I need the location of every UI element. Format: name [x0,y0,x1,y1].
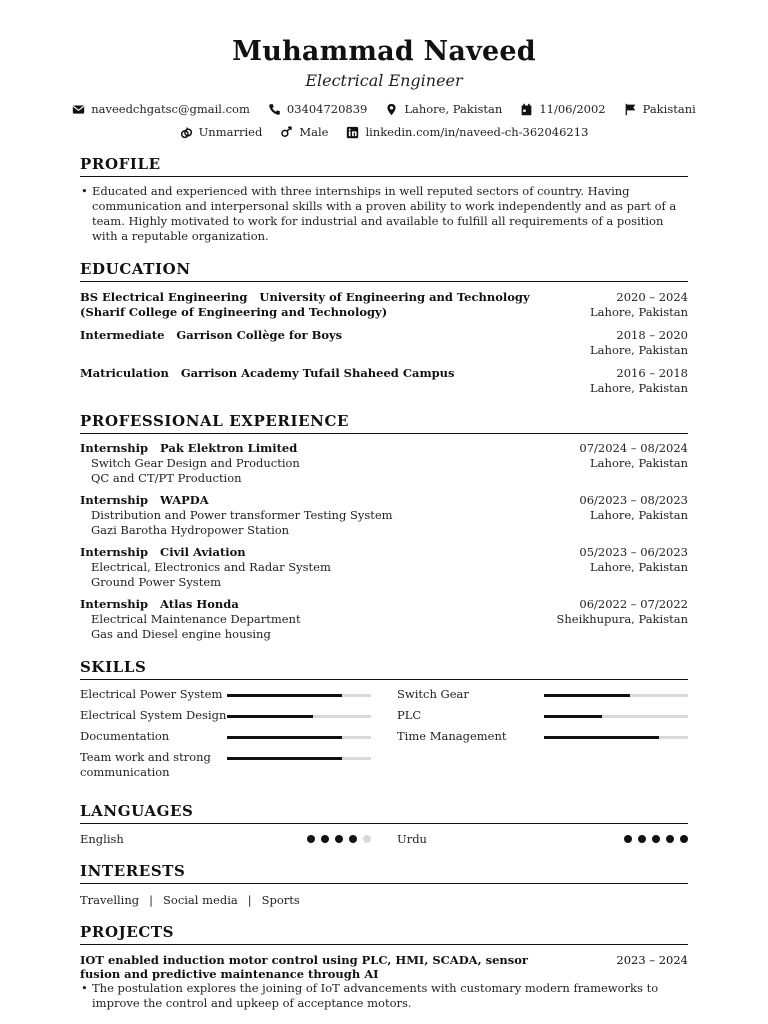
experience-heading: PROFESSIONAL EXPERIENCE [80,412,688,434]
rating-dot [638,835,646,843]
contact-phone[interactable] [268,102,367,116]
dates: 2016 – 2018 [616,366,688,380]
rating-dot [349,835,357,843]
marital-text: Unmarried [198,125,263,139]
profile-section [80,155,688,244]
skill-level-bar [227,715,371,718]
language-rating [301,835,371,843]
skill-item [80,708,371,723]
school: Garrison Academy Tufail Shaheed Campus [180,366,455,380]
contact-nationality [624,102,696,116]
organization: WAPDA [160,493,209,507]
organization: Pak Elektron Limited [160,441,298,455]
skill-label: Time Management [397,729,507,743]
rating-dot [321,835,329,843]
language-name: Urdu [397,832,427,846]
dob-text: 11/06/2002 [539,102,606,116]
project-description: • The postulation explores the joining of IoT advancements with customary modern frameworks to improve the control and upkeep of acceptance motors. [80,981,688,1011]
contact-row-primary [80,102,696,116]
skill-level-bar [544,715,688,718]
detail-line: Gas and Diesel engine housing [91,627,271,641]
skill-level-fill [227,736,342,739]
dates: 05/2023 – 06/2023 [579,545,688,559]
skill-label: PLC [397,708,422,722]
rating-dot [363,835,371,843]
rings-icon [180,126,193,139]
skill-level-bar [544,736,688,739]
phone-text: 03404720839 [286,102,368,116]
school: Garrison Collège for Boys [176,328,343,342]
calendar-icon [520,103,533,116]
skill-level-bar [544,694,688,697]
language-rating [618,835,688,843]
skill-item [397,687,688,702]
role: Internship [80,597,149,611]
dates: 06/2023 – 08/2023 [579,493,688,507]
skill-level-fill [544,694,630,697]
location-text: Lahore, Pakistan [404,102,503,116]
detail-line: Electrical Maintenance Department [91,612,301,626]
interest-separator: | [247,893,252,907]
education-entry [80,290,688,320]
skill-item [397,729,688,744]
email-text: naveedchgatsc@gmail.com [91,102,250,116]
skill-item [80,729,371,744]
education-section [80,260,688,396]
skill-level-fill [227,757,342,760]
language-name: English [80,832,124,846]
detail-line: Distribution and Power transformer Testing System [91,508,393,522]
skill-label: Electrical System Design [80,708,227,722]
location: Lahore, Pakistan [590,381,688,395]
skill-label: Electrical Power System [80,687,223,701]
skill-level-bar [227,694,371,697]
interests-list [80,893,688,907]
role: Internship [80,545,149,559]
interest-item: Social media [163,893,238,907]
dates: 2018 – 2020 [616,328,688,342]
detail-line: Ground Power System [91,575,222,589]
experience-entry [80,493,688,538]
education-entry [80,328,688,358]
rating-dot [652,835,660,843]
skill-item [80,687,371,702]
contact-dob [520,102,605,116]
skills-section [80,658,688,786]
degree: Matriculation [80,366,169,380]
dates: 2020 – 2024 [616,290,688,304]
flag-icon [624,103,637,116]
skill-level-fill [227,715,313,718]
interest-separator: | [149,893,154,907]
interests-section [80,862,688,907]
location: Lahore, Pakistan [590,508,688,522]
envelope-icon [72,103,85,116]
detail-line: Gazi Barotha Hydropower Station [91,523,290,537]
detail-line: QC and CT/PT Production [91,471,242,485]
rating-dot [307,835,315,843]
rating-dot [624,835,632,843]
skill-label: Switch Gear [397,687,469,701]
skill-level-fill [544,736,659,739]
skill-level-bar [227,736,371,739]
experience-entry [80,545,688,590]
project-dates: 2023 – 2024 [616,953,688,967]
skill-item [80,750,371,780]
detail-line: Electrical, Electronics and Radar System [91,560,331,574]
contact-gender [280,125,328,139]
role: Internship [80,493,149,507]
skill-label: Team work and strong communication [80,750,211,779]
contact-linkedin[interactable] [346,125,588,139]
dates: 06/2022 – 07/2022 [579,597,688,611]
degree: BS Electrical Engineering [80,290,248,304]
projects-heading: PROJECTS [80,923,688,945]
profile-heading: PROFILE [80,155,688,177]
experience-entry [80,597,688,642]
skill-level-fill [544,715,602,718]
projects-section [80,923,688,1011]
skills-heading: SKILLS [80,658,688,680]
gender-text: Male [299,125,329,139]
languages-section [80,802,688,846]
education-heading: EDUCATION [80,260,688,282]
gender-icon [280,126,293,139]
location: Lahore, Pakistan [590,305,688,319]
rating-dot [335,835,343,843]
location: Lahore, Pakistan [590,456,688,470]
role: Internship [80,441,149,455]
experience-section [80,412,688,642]
organization: Civil Aviation [160,545,246,559]
interests-heading: INTERESTS [80,862,688,884]
education-entry [80,366,688,396]
skill-item [397,708,688,723]
linkedin-icon [346,126,359,139]
project-entry [80,953,688,981]
location: Sheikhupura, Pakistan [556,612,688,626]
location: Lahore, Pakistan [590,560,688,574]
candidate-name: Muhammad Naveed [232,36,536,67]
skill-level-fill [227,694,342,697]
degree: Intermediate [80,328,165,342]
school: University of Engineering and Technology (Sharif College of Engineering and Technology) [80,290,530,319]
languages-grid [80,832,688,846]
profile-text: • Educated and experienced with three internships in well reputed sectors of country. Having communication and interpersonal skills with a proven ability to work independently and as part of a team. Highly motivated to work for industrial and available to fulfill all requirements of a position with a reputable organization. [80,184,688,244]
map-pin-icon [385,103,398,116]
skill-level-bar [227,757,371,760]
experience-entry [80,441,688,486]
dates: 07/2024 – 08/2024 [579,441,688,455]
languages-heading: LANGUAGES [80,802,688,824]
contact-row-secondary [80,125,688,139]
interest-item: Travelling [80,893,140,907]
linkedin-text: linkedin.com/in/naveed-ch-362046213 [365,125,589,139]
language-item [397,832,688,846]
project-title: IOT enabled induction motor control using PLC, HMI, SCADA, sensor fusion and predictive maintenance through AI [80,953,528,981]
organization: Atlas Honda [160,597,239,611]
skill-label: Documentation [80,729,170,743]
contact-email[interactable] [72,102,250,116]
contact-location [385,102,502,116]
candidate-title: Electrical Engineer [305,71,463,90]
phone-icon [268,103,281,116]
skills-grid [80,687,688,786]
language-item [80,832,371,846]
detail-line: Switch Gear Design and Production [91,456,300,470]
location: Lahore, Pakistan [590,343,688,357]
rating-dot [666,835,674,843]
interest-item: Sports [261,893,300,907]
rating-dot [680,835,688,843]
nationality-text: Pakistani [642,102,696,116]
contact-marital [180,125,263,139]
